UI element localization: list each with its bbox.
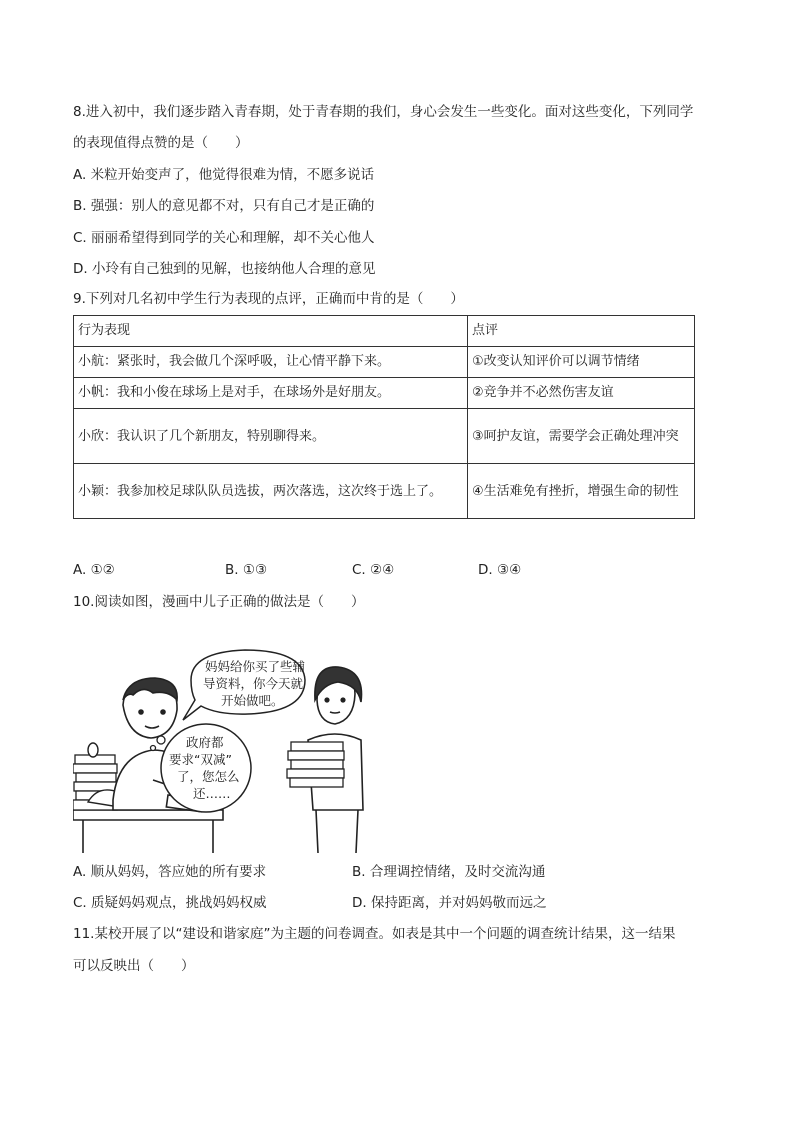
q8-stem-line1: 8.进入初中，我们逐步踏入青春期，处于青春期的我们，身心会发生一些变化。面对这些变化，下列同学 xyxy=(73,104,694,120)
table-header-comment: 点评 xyxy=(468,316,695,347)
table-header-row xyxy=(74,316,695,347)
q8-option-d: D. 小玲有自己独到的见解，也接纳他人合理的意见 xyxy=(73,261,376,277)
q9-option-c: C. ②④ xyxy=(352,562,395,578)
mom-bubble-line3: 开始做吧。 xyxy=(221,693,284,708)
q9-table xyxy=(73,315,695,519)
q10-stem: 10.阅读如图，漫画中儿子正确的做法是（ ） xyxy=(73,594,365,610)
q8-option-c: C. 丽丽希望得到同学的关心和理解，却不关心他人 xyxy=(73,230,375,246)
mom-bubble-line2: 导资料，你今天就 xyxy=(203,676,304,691)
table-cell-behavior: 小航：紧张时，我会做几个深呼吸，让心情平静下来。 xyxy=(74,347,468,378)
son-bubble-line4: 还…… xyxy=(193,786,231,801)
q10-option-d: D. 保持距离，并对妈妈敬而远之 xyxy=(352,895,547,911)
q8-stem-line2: 的表现值得点赞的是（ ） xyxy=(73,135,249,151)
q10-option-c: C. 质疑妈妈观点，挑战妈妈权威 xyxy=(73,895,267,911)
table-cell-behavior: 小欣：我认识了几个新朋友，特别聊得来。 xyxy=(74,409,468,464)
son-bubble-line2: 要求“双减” xyxy=(169,752,232,767)
q9-option-b: B. ①③ xyxy=(225,562,268,578)
q8-option-a: A. 米粒开始变声了，他觉得很难为情，不愿多说话 xyxy=(73,167,375,183)
table-row xyxy=(74,409,695,464)
q8-option-b: B. 强强：别人的意见都不对，只有自己才是正确的 xyxy=(73,198,375,214)
q10-cartoon xyxy=(73,640,373,855)
table-cell-behavior: 小帆：我和小俊在球场上是对手，在球场外是好朋友。 xyxy=(74,378,468,409)
q9-option-d: D. ③④ xyxy=(478,562,522,578)
q11-stem-line2: 可以反映出（ ） xyxy=(73,958,195,974)
table-header-behavior: 行为表现 xyxy=(74,316,468,347)
q10-option-a: A. 顺从妈妈，答应她的所有要求 xyxy=(73,864,267,880)
table-row xyxy=(74,347,695,378)
q10-option-b: B. 合理调控情绪，及时交流沟通 xyxy=(352,864,546,880)
table-row xyxy=(74,378,695,409)
table-cell-behavior: 小颖：我参加校足球队队员选拔，两次落选，这次终于选上了。 xyxy=(74,464,468,519)
table-cell-comment: ①改变认知评价可以调节情绪 xyxy=(468,347,695,378)
q9-stem: 9.下列对几名初中学生行为表现的点评，正确而中肯的是（ ） xyxy=(73,291,464,307)
mom-speech-bubble xyxy=(183,650,305,720)
table-cell-comment: ④生活难免有挫折，增强生命的韧性 xyxy=(468,464,695,519)
mom-bubble-line1: 妈妈给你买了些辅 xyxy=(205,659,306,674)
mom-book-stack xyxy=(287,742,344,787)
table-cell-comment: ②竞争并不必然伤害友谊 xyxy=(468,378,695,409)
table-cell-comment: ③呵护友谊，需要学会正确处理冲突 xyxy=(468,409,695,464)
q11-stem-line1: 11.某校开展了以“建设和谐家庭”为主题的问卷调查。如表是其中一个问题的调查统计结果，这一结果 xyxy=(73,926,676,942)
desk xyxy=(73,810,223,853)
table-row xyxy=(74,464,695,519)
son-bubble-line1: 政府都 xyxy=(186,735,224,750)
q9-option-a: A. ①② xyxy=(73,562,115,578)
son-bubble-line3: 了，您怎么 xyxy=(177,769,240,784)
